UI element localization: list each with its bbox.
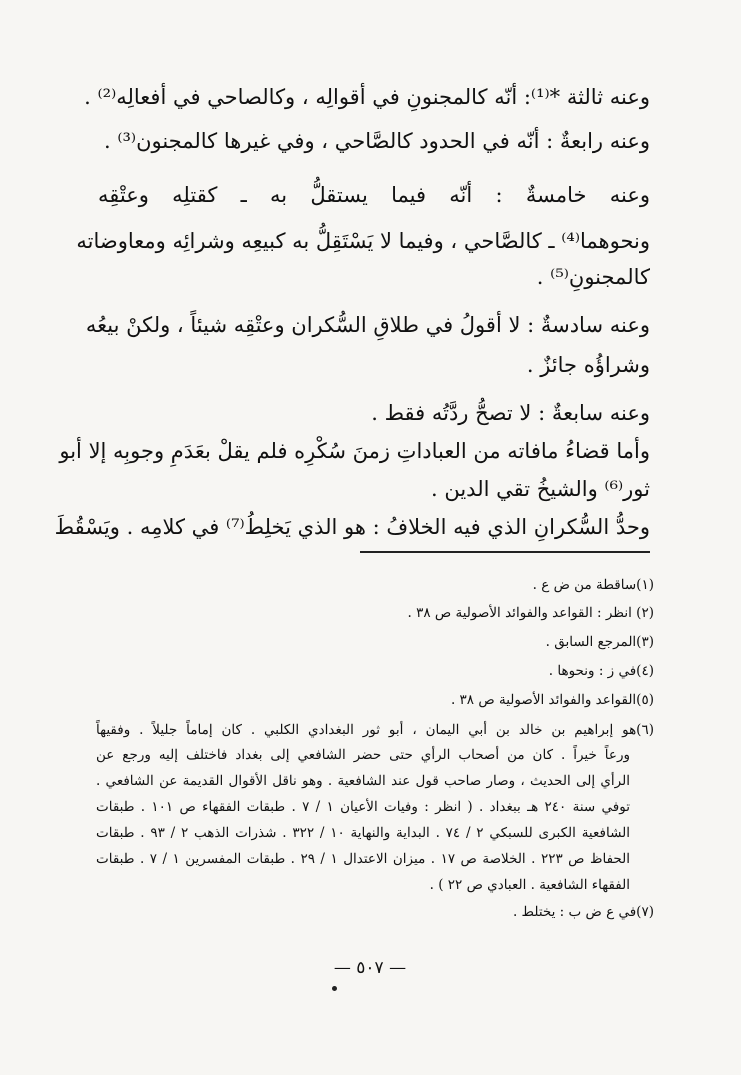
footnote-continuation: الرأي إلى الحديث ، وصار صاحب قول عند الشافعية . وهو ناقل الأقوال القديمة عن الشافعي . bbox=[96, 773, 630, 789]
text-line: وعنه ثالثة *⁽¹⁾: أنّه كالمجنونِ في أقوالِه ، وكالصاحي في أفعالِه⁽²⁾ . bbox=[84, 85, 650, 109]
footnote-continuation: ورعاً خيراً . كان من أصحاب الرأي حتى حضر الشافعي إلى بغداد فاختلف إليه ورجع عن bbox=[96, 747, 630, 763]
text-line: وأما قضاءُ مافاته من العباداتِ زمنَ سُكْرِه فلم يقلْ بعَدَمِ وجوبِه إلا أبو bbox=[59, 439, 650, 463]
text-line: ثور⁽⁶⁾ والشيخُ تقي الدين . bbox=[430, 477, 650, 501]
page-dot bbox=[332, 986, 337, 991]
text-line: وشراؤُه جائزٌ . bbox=[526, 353, 650, 377]
text-line: وعنه رابعةٌ : أنّه في الحدود كالصَّاحي ، وفي غيرها كالمجنون⁽³⁾ . bbox=[103, 129, 650, 153]
footnote: (٦)هو إبراهيم بن خالد بن أبي اليمان ، أبو ثور البغدادي الكلبي . كان إماماً جليلاً . وفقيهاً bbox=[96, 722, 654, 738]
text-line: وعنه خامسةٌ : أنّه فيما يستقلُّ به ـ كقتلِه وعتْقِه bbox=[98, 183, 650, 207]
footnote-continuation: الشافعية الكبرى للسبكي ٢ / ٧٤ . البداية والنهاية ١٠ / ٣٢٢ . شذرات الذهب ٢ / ٩٣ . طبقات bbox=[96, 825, 630, 841]
footnote: (١)ساقطة من ض ع . bbox=[532, 577, 654, 593]
footnote: (٥)القواعد والفوائد الأصولية ص ٣٨ . bbox=[450, 692, 654, 708]
text-line: ونحوهما⁽⁴⁾ ـ كالصَّاحي ، وفيما لا يَسْتَقِلُّ به كبيعِه وشرائِه ومعاوضاته bbox=[76, 229, 650, 253]
footnote-continuation: الحفاظ ص ٢٢٣ . الخلاصة ص ١٧ . ميزان الاعتدال ١ / ٢٩ . طبقات المفسرين ١ / ٧ . طبقات bbox=[96, 851, 630, 867]
text-line: وعنه سادسةٌ : لا أقولُ في طلاقِ السُّكران وعتْقِه شيئاً ، ولكنْ بيعُه bbox=[85, 313, 650, 337]
text-line: كالمجنونِ⁽⁵⁾ . bbox=[536, 265, 650, 289]
footnote: (٣)المرجع السابق . bbox=[545, 634, 654, 650]
footnote: (٧)في ع ض ب : يختلط . bbox=[512, 904, 654, 920]
text-line: وحدُّ السُّكرانِ الذي فيه الخلافُ : هو الذي يَخلِطُ⁽⁷⁾ في كلامِه . ويَسْقُطَ bbox=[54, 515, 650, 539]
footnote-continuation: الفقهاء الشافعية . العبادي ص ٢٢ ) . bbox=[429, 877, 630, 893]
footnote: (٢) انظر : القواعد والفوائد الأصولية ص ٣٨ . bbox=[407, 605, 654, 621]
page-number: — ٥٠٧ — bbox=[333, 958, 407, 978]
footnote: (٤)في ز : ونحوها . bbox=[548, 663, 654, 679]
footnote-continuation: توفي سنة ٢٤٠ هـ ببغداد . ( انظر : وفيات الأعيان ١ / ٧ . طبقات الفقهاء ص ١٠١ . طبقات bbox=[96, 799, 630, 815]
text-line: وعنه سابعةٌ : لا تصحُّ ردَّتُه فقط . bbox=[371, 401, 650, 425]
footnote-divider bbox=[360, 551, 650, 553]
